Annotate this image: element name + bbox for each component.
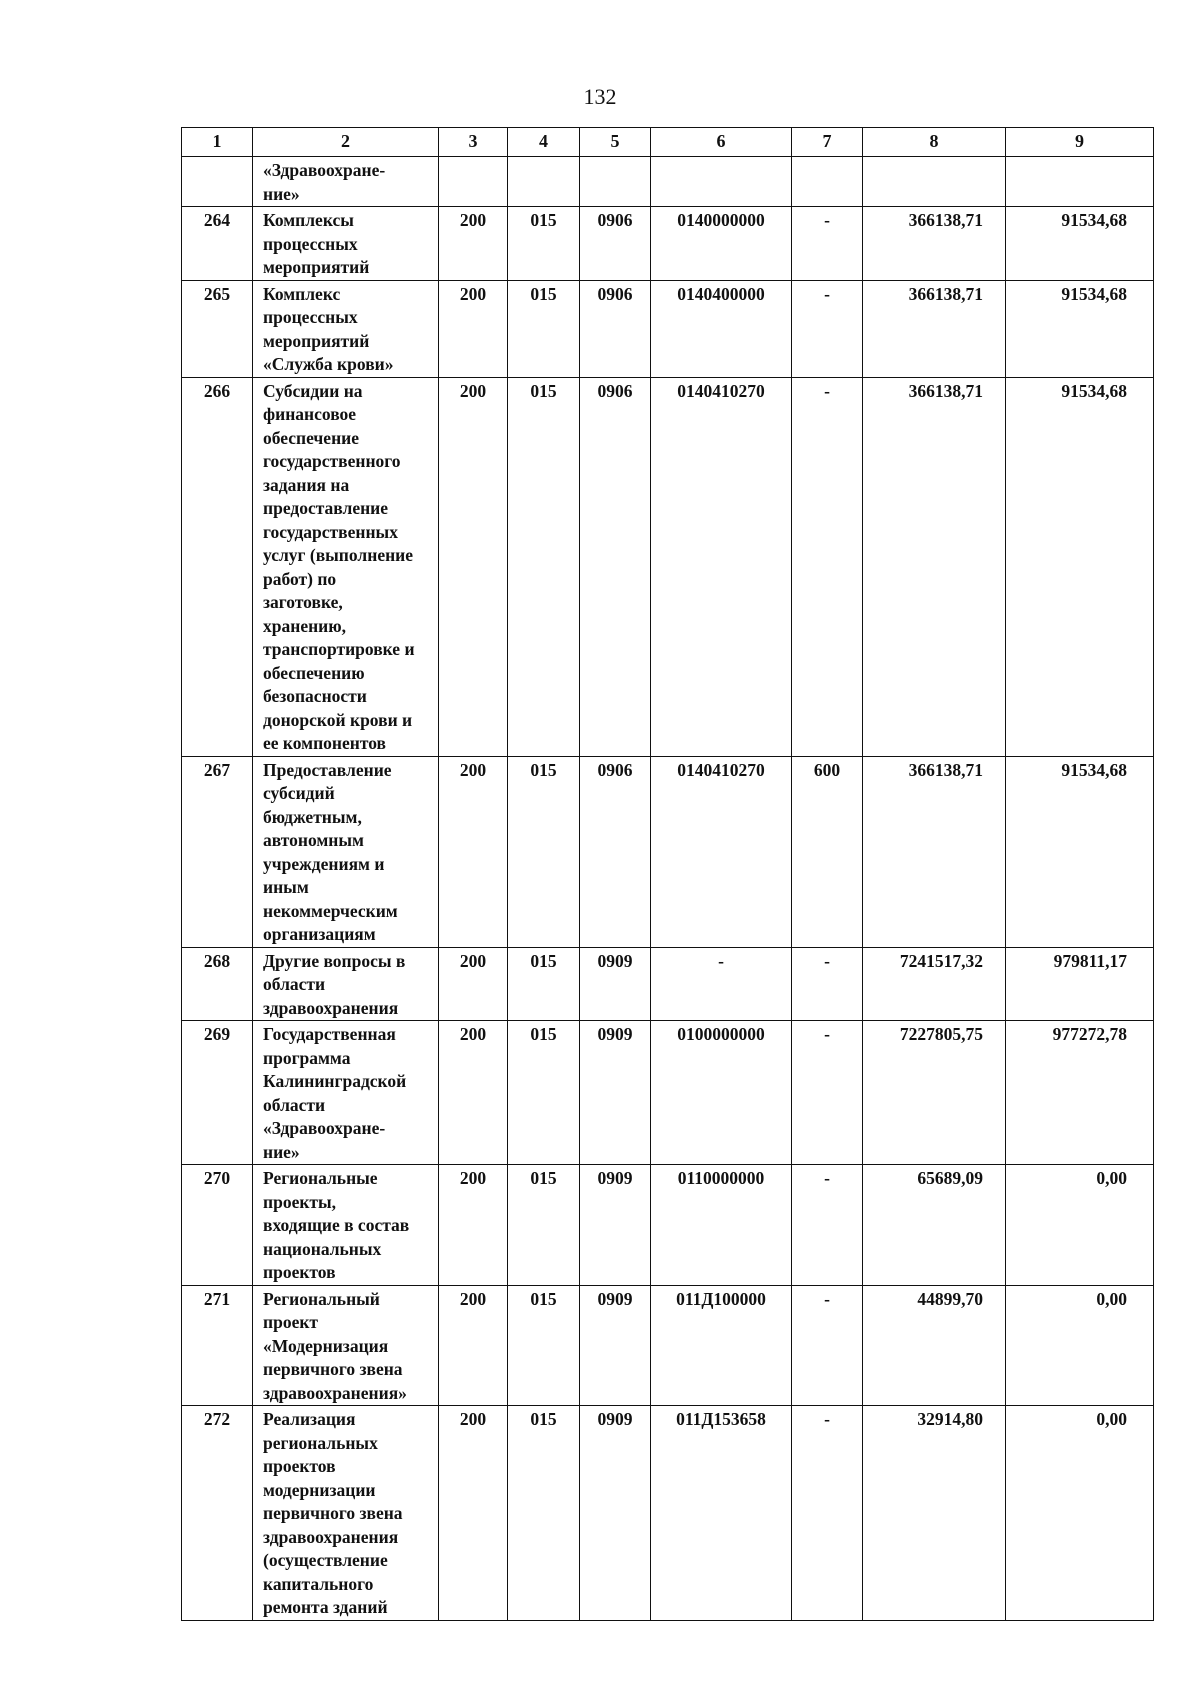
target-article-code: 0140400000: [651, 280, 792, 377]
code-col-4: 015: [508, 947, 580, 1021]
item-name: Реализация региональных проектов модернизации первичного звена здравоохранения (осуществление капитального ремонта зданий: [253, 1406, 439, 1621]
target-article-code: 0110000000: [651, 1165, 792, 1286]
amount-col-9: [1006, 157, 1154, 207]
table-row: [182, 280, 1154, 377]
target-article-code: 0140410270: [651, 756, 792, 947]
target-article-code: 0140000000: [651, 207, 792, 281]
code-col-4: 015: [508, 207, 580, 281]
column-header: 2: [253, 128, 439, 157]
target-article-code: 0100000000: [651, 1021, 792, 1165]
target-article-code: 011Д100000: [651, 1285, 792, 1406]
code-col-4: 015: [508, 377, 580, 756]
page-number: 132: [583, 84, 617, 109]
section-code: 0909: [580, 1285, 651, 1406]
code-col-3: 200: [439, 280, 508, 377]
code-col-4: 015: [508, 1285, 580, 1406]
code-col-4: [508, 157, 580, 207]
item-name: Субсидии на финансовое обеспечение государственного задания на предоставление государственных услуг (выполнение работ) по заготовке, хранению, транспортировке и обеспечению безопасности донорской крови и ее компонентов: [253, 377, 439, 756]
item-name: Региональный проект «Модернизация первичного звена здравоохранения»: [253, 1285, 439, 1406]
table-row: [182, 1165, 1154, 1286]
item-name: Комплексы процессных мероприятий: [253, 207, 439, 281]
row-number: 271: [182, 1285, 253, 1406]
amount-col-9: 91534,68: [1006, 280, 1154, 377]
item-name: Государственная программа Калининградской области «Здравоохране- ние»: [253, 1021, 439, 1165]
section-code: 0906: [580, 756, 651, 947]
row-number: 267: [182, 756, 253, 947]
column-header: 5: [580, 128, 651, 157]
amount-col-8: 7241517,32: [863, 947, 1006, 1021]
amount-col-9: 977272,78: [1006, 1021, 1154, 1165]
section-code: 0909: [580, 1165, 651, 1286]
amount-col-9: 0,00: [1006, 1285, 1154, 1406]
amount-col-9: 91534,68: [1006, 756, 1154, 947]
target-article-code: 0140410270: [651, 377, 792, 756]
expense-type-code: -: [792, 377, 863, 756]
amount-col-9: 91534,68: [1006, 207, 1154, 281]
expense-type-code: -: [792, 1406, 863, 1621]
code-col-4: 015: [508, 1021, 580, 1165]
code-col-3: 200: [439, 377, 508, 756]
row-number: 268: [182, 947, 253, 1021]
code-col-3: 200: [439, 1165, 508, 1286]
amount-col-8: 366138,71: [863, 280, 1006, 377]
column-header: 7: [792, 128, 863, 157]
item-name: Предоставление субсидий бюджетным, автономным учреждениям и иным некоммерческим организациям: [253, 756, 439, 947]
amount-col-9: 91534,68: [1006, 377, 1154, 756]
code-col-3: 200: [439, 207, 508, 281]
target-article-code: [651, 157, 792, 207]
row-number: 270: [182, 1165, 253, 1286]
code-col-3: 200: [439, 756, 508, 947]
amount-col-9: 979811,17: [1006, 947, 1154, 1021]
amount-col-8: [863, 157, 1006, 207]
code-col-3: 200: [439, 1406, 508, 1621]
code-col-3: 200: [439, 1285, 508, 1406]
code-col-4: 015: [508, 1165, 580, 1286]
target-article-code: -: [651, 947, 792, 1021]
row-number: 266: [182, 377, 253, 756]
row-number: 269: [182, 1021, 253, 1165]
code-col-4: 015: [508, 280, 580, 377]
item-name: «Здравоохране- ние»: [253, 157, 439, 207]
code-col-3: [439, 157, 508, 207]
table-row: [182, 377, 1154, 756]
section-code: 0909: [580, 1406, 651, 1621]
item-name: Региональные проекты, входящие в состав национальных проектов: [253, 1165, 439, 1286]
amount-col-9: 0,00: [1006, 1165, 1154, 1286]
table-row: [182, 756, 1154, 947]
amount-col-8: 65689,09: [863, 1165, 1006, 1286]
table-row: [182, 947, 1154, 1021]
column-header: 8: [863, 128, 1006, 157]
column-header: 6: [651, 128, 792, 157]
row-number: [182, 157, 253, 207]
header-row: [182, 128, 1154, 157]
section-code: 0906: [580, 280, 651, 377]
row-number: 265: [182, 280, 253, 377]
amount-col-8: 366138,71: [863, 756, 1006, 947]
amount-col-8: 366138,71: [863, 377, 1006, 756]
column-header: 1: [182, 128, 253, 157]
section-code: [580, 157, 651, 207]
amount-col-8: 32914,80: [863, 1406, 1006, 1621]
expense-type-code: [792, 157, 863, 207]
amount-col-8: 366138,71: [863, 207, 1006, 281]
section-code: 0909: [580, 1021, 651, 1165]
target-article-code: 011Д153658: [651, 1406, 792, 1621]
expense-type-code: 600: [792, 756, 863, 947]
code-col-4: 015: [508, 1406, 580, 1621]
code-col-3: 200: [439, 947, 508, 1021]
code-col-4: 015: [508, 756, 580, 947]
amount-col-8: 44899,70: [863, 1285, 1006, 1406]
code-col-3: 200: [439, 1021, 508, 1165]
section-code: 0906: [580, 377, 651, 756]
column-header: 9: [1006, 128, 1154, 157]
row-number: 264: [182, 207, 253, 281]
table-row: [182, 1406, 1154, 1621]
expense-type-code: -: [792, 207, 863, 281]
amount-col-9: 0,00: [1006, 1406, 1154, 1621]
section-code: 0906: [580, 207, 651, 281]
expense-type-code: -: [792, 1285, 863, 1406]
item-name: Другие вопросы в области здравоохранения: [253, 947, 439, 1021]
expense-type-code: -: [792, 947, 863, 1021]
table-row: [182, 1021, 1154, 1165]
table-row: [182, 157, 1154, 207]
table-row: [182, 1285, 1154, 1406]
expense-type-code: -: [792, 280, 863, 377]
table-row: [182, 207, 1154, 281]
column-header: 4: [508, 128, 580, 157]
budget-table: [181, 127, 1154, 1621]
expense-type-code: -: [792, 1165, 863, 1286]
column-header: 3: [439, 128, 508, 157]
expense-type-code: -: [792, 1021, 863, 1165]
section-code: 0909: [580, 947, 651, 1021]
item-name: Комплекс процессных мероприятий «Служба крови»: [253, 280, 439, 377]
row-number: 272: [182, 1406, 253, 1621]
amount-col-8: 7227805,75: [863, 1021, 1006, 1165]
